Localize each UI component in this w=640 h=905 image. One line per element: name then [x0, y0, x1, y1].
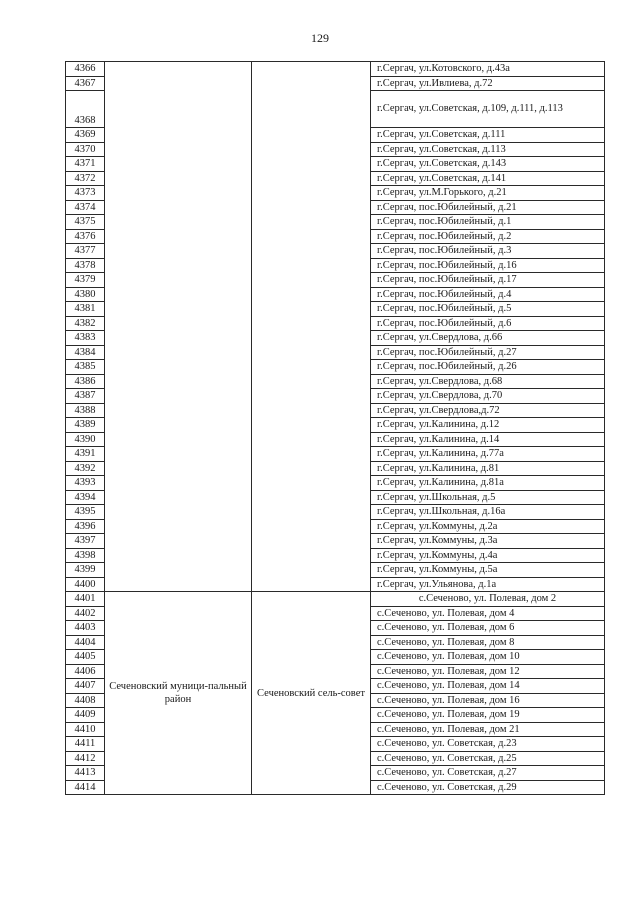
- row-number: 4367: [66, 76, 105, 91]
- address-cell: г.Сергач, ул.Свердлова, д.66: [371, 331, 605, 346]
- row-number: 4381: [66, 302, 105, 317]
- address-cell: с.Сеченово, ул. Советская, д.25: [371, 751, 605, 766]
- row-number: 4402: [66, 606, 105, 621]
- address-cell: с.Сеченово, ул. Полевая, дом 6: [371, 621, 605, 636]
- address-cell: г.Сергач, ул.Коммуны, д.3а: [371, 534, 605, 549]
- address-cell: г.Сергач, ул.Свердлова,д.72: [371, 403, 605, 418]
- address-table: [65, 61, 605, 795]
- row-number: 4374: [66, 200, 105, 215]
- row-number: 4397: [66, 534, 105, 549]
- row-number: 4385: [66, 360, 105, 375]
- address-cell: г.Сергач, ул.Калинина, д.81а: [371, 476, 605, 491]
- settlement-cell: [252, 62, 371, 592]
- row-number: 4393: [66, 476, 105, 491]
- row-number: 4386: [66, 374, 105, 389]
- address-cell: г.Сергач, ул.Коммуны, д.2а: [371, 519, 605, 534]
- address-cell: с.Сеченово, ул. Полевая, дом 16: [371, 693, 605, 708]
- row-number: 4392: [66, 461, 105, 476]
- row-number: 4394: [66, 490, 105, 505]
- address-cell: г.Сергач, ул.Советская, д.143: [371, 157, 605, 172]
- table-row: [66, 592, 605, 607]
- row-number: 4396: [66, 519, 105, 534]
- row-number: 4408: [66, 693, 105, 708]
- row-number: 4380: [66, 287, 105, 302]
- address-cell: г.Сергач, пос.Юбилейный, д.1: [371, 215, 605, 230]
- address-cell: с.Сеченово, ул. Полевая, дом 12: [371, 664, 605, 679]
- row-number: 4366: [66, 62, 105, 77]
- row-number: 4407: [66, 679, 105, 694]
- row-number: 4379: [66, 273, 105, 288]
- address-cell: г.Сергач, пос.Юбилейный, д.27: [371, 345, 605, 360]
- address-cell: г.Сергач, пос.Юбилейный, д.26: [371, 360, 605, 375]
- address-cell: г.Сергач, ул.Советская, д.111: [371, 128, 605, 143]
- row-number: 4370: [66, 142, 105, 157]
- row-number: 4376: [66, 229, 105, 244]
- row-number: 4388: [66, 403, 105, 418]
- row-number: 4412: [66, 751, 105, 766]
- row-number: 4395: [66, 505, 105, 520]
- address-cell: с.Сеченово, ул. Полевая, дом 14: [371, 679, 605, 694]
- row-number: 4413: [66, 766, 105, 781]
- address-cell: г.Сергач, пос.Юбилейный, д.5: [371, 302, 605, 317]
- address-cell: с.Сеченово, ул. Полевая, дом 21: [371, 722, 605, 737]
- row-number: 4409: [66, 708, 105, 723]
- address-cell: г.Сергач, ул.Школьная, д.5: [371, 490, 605, 505]
- row-number: 4368: [66, 91, 105, 128]
- address-cell: г.Сергач, пос.Юбилейный, д.4: [371, 287, 605, 302]
- address-cell: г.Сергач, ул.Калинина, д.14: [371, 432, 605, 447]
- table-row: [66, 62, 605, 77]
- row-number: 4375: [66, 215, 105, 230]
- row-number: 4378: [66, 258, 105, 273]
- row-number: 4384: [66, 345, 105, 360]
- settlement-cell: Сеченовский сель-совет: [252, 592, 371, 795]
- row-number: 4404: [66, 635, 105, 650]
- address-cell: с.Сеченово, ул. Полевая, дом 2: [371, 592, 605, 607]
- address-cell: г.Сергач, ул.Свердлова, д.70: [371, 389, 605, 404]
- address-cell: с.Сеченово, ул. Полевая, дом 19: [371, 708, 605, 723]
- row-number: 4401: [66, 592, 105, 607]
- address-cell: г.Сергач, ул.М.Горького, д.21: [371, 186, 605, 201]
- address-cell: с.Сеченово, ул. Полевая, дом 4: [371, 606, 605, 621]
- address-cell: г.Сергач, пос.Юбилейный, д.2: [371, 229, 605, 244]
- row-number: 4399: [66, 563, 105, 578]
- row-number: 4382: [66, 316, 105, 331]
- address-cell: г.Сергач, ул.Калинина, д.12: [371, 418, 605, 433]
- address-cell: г.Сергач, пос.Юбилейный, д.17: [371, 273, 605, 288]
- address-cell: г.Сергач, ул.Коммуны, д.5а: [371, 563, 605, 578]
- address-cell: с.Сеченово, ул. Советская, д.27: [371, 766, 605, 781]
- address-cell: г.Сергач, ул.Калинина, д.77а: [371, 447, 605, 462]
- row-number: 4373: [66, 186, 105, 201]
- row-number: 4403: [66, 621, 105, 636]
- address-cell: с.Сеченово, ул. Полевая, дом 10: [371, 650, 605, 665]
- address-cell: г.Сергач, ул.Ивлиева, д.72: [371, 76, 605, 91]
- address-cell: г.Сергач, ул.Калинина, д.81: [371, 461, 605, 476]
- address-cell: г.Сергач, пос.Юбилейный, д.3: [371, 244, 605, 259]
- row-number: 4371: [66, 157, 105, 172]
- row-number: 4414: [66, 780, 105, 795]
- address-cell: г.Сергач, ул.Советская, д.141: [371, 171, 605, 186]
- district-cell: [105, 62, 252, 592]
- row-number: 4390: [66, 432, 105, 447]
- row-number: 4377: [66, 244, 105, 259]
- row-number: 4400: [66, 577, 105, 592]
- address-cell: г.Сергач, ул.Свердлова, д.68: [371, 374, 605, 389]
- row-number: 4391: [66, 447, 105, 462]
- address-cell: г.Сергач, ул.Ульянова, д.1а: [371, 577, 605, 592]
- address-cell: с.Сеченово, ул. Советская, д.29: [371, 780, 605, 795]
- row-number: 4411: [66, 737, 105, 752]
- address-cell: г.Сергач, ул.Советская, д.109, д.111, д.113: [371, 91, 605, 128]
- address-cell: с.Сеченово, ул. Советская, д.23: [371, 737, 605, 752]
- address-cell: г.Сергач, ул.Школьная, д.16а: [371, 505, 605, 520]
- row-number: 4398: [66, 548, 105, 563]
- address-cell: г.Сергач, пос.Юбилейный, д.16: [371, 258, 605, 273]
- address-cell: г.Сергач, пос.Юбилейный, д.6: [371, 316, 605, 331]
- address-cell: с.Сеченово, ул. Полевая, дом 8: [371, 635, 605, 650]
- row-number: 4372: [66, 171, 105, 186]
- row-number: 4405: [66, 650, 105, 665]
- row-number: 4406: [66, 664, 105, 679]
- row-number: 4383: [66, 331, 105, 346]
- row-number: 4389: [66, 418, 105, 433]
- address-cell: г.Сергач, ул.Советская, д.113: [371, 142, 605, 157]
- address-cell: г.Сергач, пос.Юбилейный, д.21: [371, 200, 605, 215]
- address-cell: г.Сергач, ул.Котовского, д.43а: [371, 62, 605, 77]
- page-number: 129: [311, 31, 329, 45]
- row-number: 4387: [66, 389, 105, 404]
- district-cell: Сеченовский муници-пальный район: [105, 592, 252, 795]
- row-number: 4410: [66, 722, 105, 737]
- row-number: 4369: [66, 128, 105, 143]
- address-cell: г.Сергач, ул.Коммуны, д.4а: [371, 548, 605, 563]
